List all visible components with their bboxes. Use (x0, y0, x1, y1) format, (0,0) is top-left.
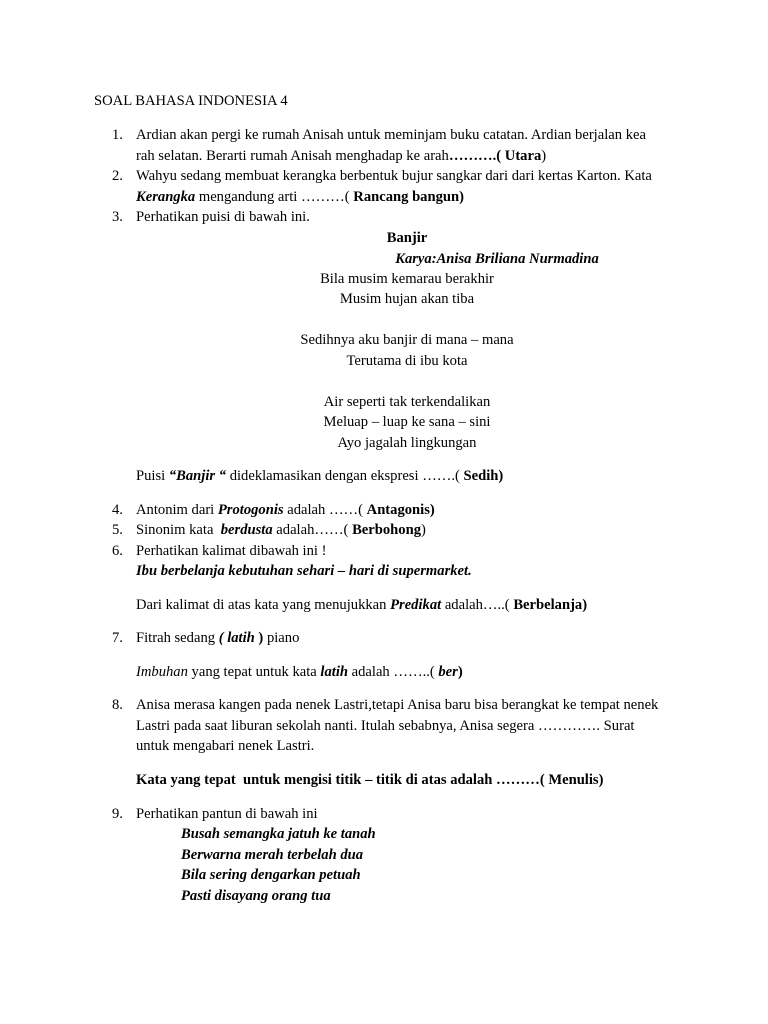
question-5-line (136, 520, 426, 540)
question-7-keyword-2: latih (320, 664, 348, 680)
question-7-line (136, 628, 299, 648)
question-number-1: 1. (112, 127, 123, 143)
question-5-answer: Berbohong (352, 522, 422, 538)
question-4-text: Antonim dari (136, 502, 218, 518)
question-7-answer: ber (438, 664, 458, 680)
question-7-text-2: piano (263, 630, 300, 646)
question-2-text: mengandung arti ………( (195, 189, 354, 205)
question-6-sentence: Ibu berbelanja kebutuhan sehari – hari di supermarket. (136, 563, 472, 579)
poem-line: Air seperti tak terkendalikan (323, 394, 491, 410)
question-6-text: Dari kalimat di atas kata yang menujukkan (136, 597, 391, 613)
question-3-prompt (136, 466, 503, 486)
question-7-text-4: adalah ……..( (348, 664, 439, 680)
question-8-prompt: Kata yang tepat untuk mengisi titik – titik di atas adalah ………( Menulis) (136, 772, 604, 788)
question-5-text: Sinonim kata (136, 522, 221, 538)
question-7-close-2: ) (457, 664, 463, 680)
poem-line: Musim hujan akan tiba (339, 291, 475, 307)
question-2-line-1: Wahyu sedang membuat kerangka berbentuk bujur sangkar dari dari kertas Karton. Kata (136, 168, 652, 184)
question-7-text-3: yang tepat untuk kata (187, 664, 321, 680)
question-number-4: 4. (112, 502, 123, 518)
pantun-line: Busah semangka jatuh ke tanah (181, 826, 376, 842)
question-1-close: ) (541, 148, 547, 164)
poem-author: Karya:Anisa Briliana Nurmadina (395, 251, 599, 267)
question-7-close: ) (258, 630, 264, 646)
pantun-line: Bila sering dengarkan petuah (181, 867, 361, 883)
question-6-line-1: Perhatikan kalimat dibawah ini ! (136, 543, 327, 559)
question-4-keyword: Protogonis (217, 502, 284, 518)
poem-line: Bila musim kemarau berakhir (320, 271, 494, 287)
pantun-line: Pasti disayang orang tua (181, 888, 331, 904)
question-7-keyword: ( latih (218, 630, 259, 646)
question-8-line-2: Lastri pada saat liburan sekolah nanti. Itulah sebabnya, Anisa segera …………. Surat (136, 718, 635, 734)
question-6-keyword: Predikat (390, 597, 442, 613)
question-4-answer: Antagonis) (366, 502, 435, 518)
question-4-line (136, 500, 435, 520)
question-1-line-2 (136, 146, 546, 166)
question-5-keyword: berdusta (220, 522, 273, 538)
question-7-text: Fitrah sedang (136, 630, 219, 646)
question-6-answer: Berbelanja) (513, 597, 588, 613)
question-7-prompt (136, 662, 463, 682)
question-1-line-1: Ardian akan pergi ke rumah Anisah untuk meminjam buku catatan. Ardian berjalan kea (136, 127, 646, 143)
poem-line: Ayo jagalah lingkungan (337, 435, 477, 451)
question-5-text-2: adalah……( (272, 522, 353, 538)
question-9-line-1: Perhatikan pantun di bawah ini (136, 806, 318, 822)
question-3-text: Puisi (136, 468, 169, 484)
question-number-3: 3. (112, 209, 123, 225)
question-3-text-2: dideklamasikan dengan ekspresi …….( (226, 468, 464, 484)
poem-line: Terutama di ibu kota (346, 353, 468, 369)
question-number-6: 6. (112, 543, 123, 559)
question-2-keyword: Kerangka (136, 189, 196, 205)
question-3-line-1: Perhatikan puisi di bawah ini. (136, 209, 310, 225)
question-4-text-2: adalah ……( (283, 502, 367, 518)
question-number-9: 9. (112, 806, 123, 822)
poem-line: Sedihnya aku banjir di mana – mana (300, 332, 514, 348)
question-3-keyword: “Banjir “ (168, 468, 227, 484)
question-5-close: ) (421, 522, 426, 538)
pantun-line: Berwarna merah terbelah dua (181, 847, 364, 863)
question-8-line-3: untuk mengabari nenek Lastri. (136, 738, 315, 754)
question-2-answer: Rancang bangun) (353, 189, 464, 205)
question-number-7: 7. (112, 630, 123, 646)
page-title: SOAL BAHASA INDONESIA 4 (94, 93, 288, 109)
question-number-8: 8. (112, 697, 123, 713)
question-6-text-2: adalah…..( (441, 597, 514, 613)
question-6-prompt (136, 595, 587, 615)
question-3-answer: Sedih) (463, 468, 504, 484)
poem-line: Meluap – luap ke sana – sini (323, 414, 491, 430)
question-number-2: 2. (112, 168, 123, 184)
question-8-line-1: Anisa merasa kangen pada nenek Lastri,tetapi Anisa baru bisa berangkat ke tempat nenek (136, 697, 659, 713)
question-2-line-2 (136, 187, 464, 207)
question-7-imbuhan: Imbuhan (136, 664, 188, 680)
poem-title: Banjir (386, 230, 428, 246)
question-1-answer: ……….( Utara (448, 148, 542, 164)
question-1-text: rah selatan. Berarti rumah Anisah menghadap ke arah (136, 148, 449, 164)
question-number-5: 5. (112, 522, 123, 538)
